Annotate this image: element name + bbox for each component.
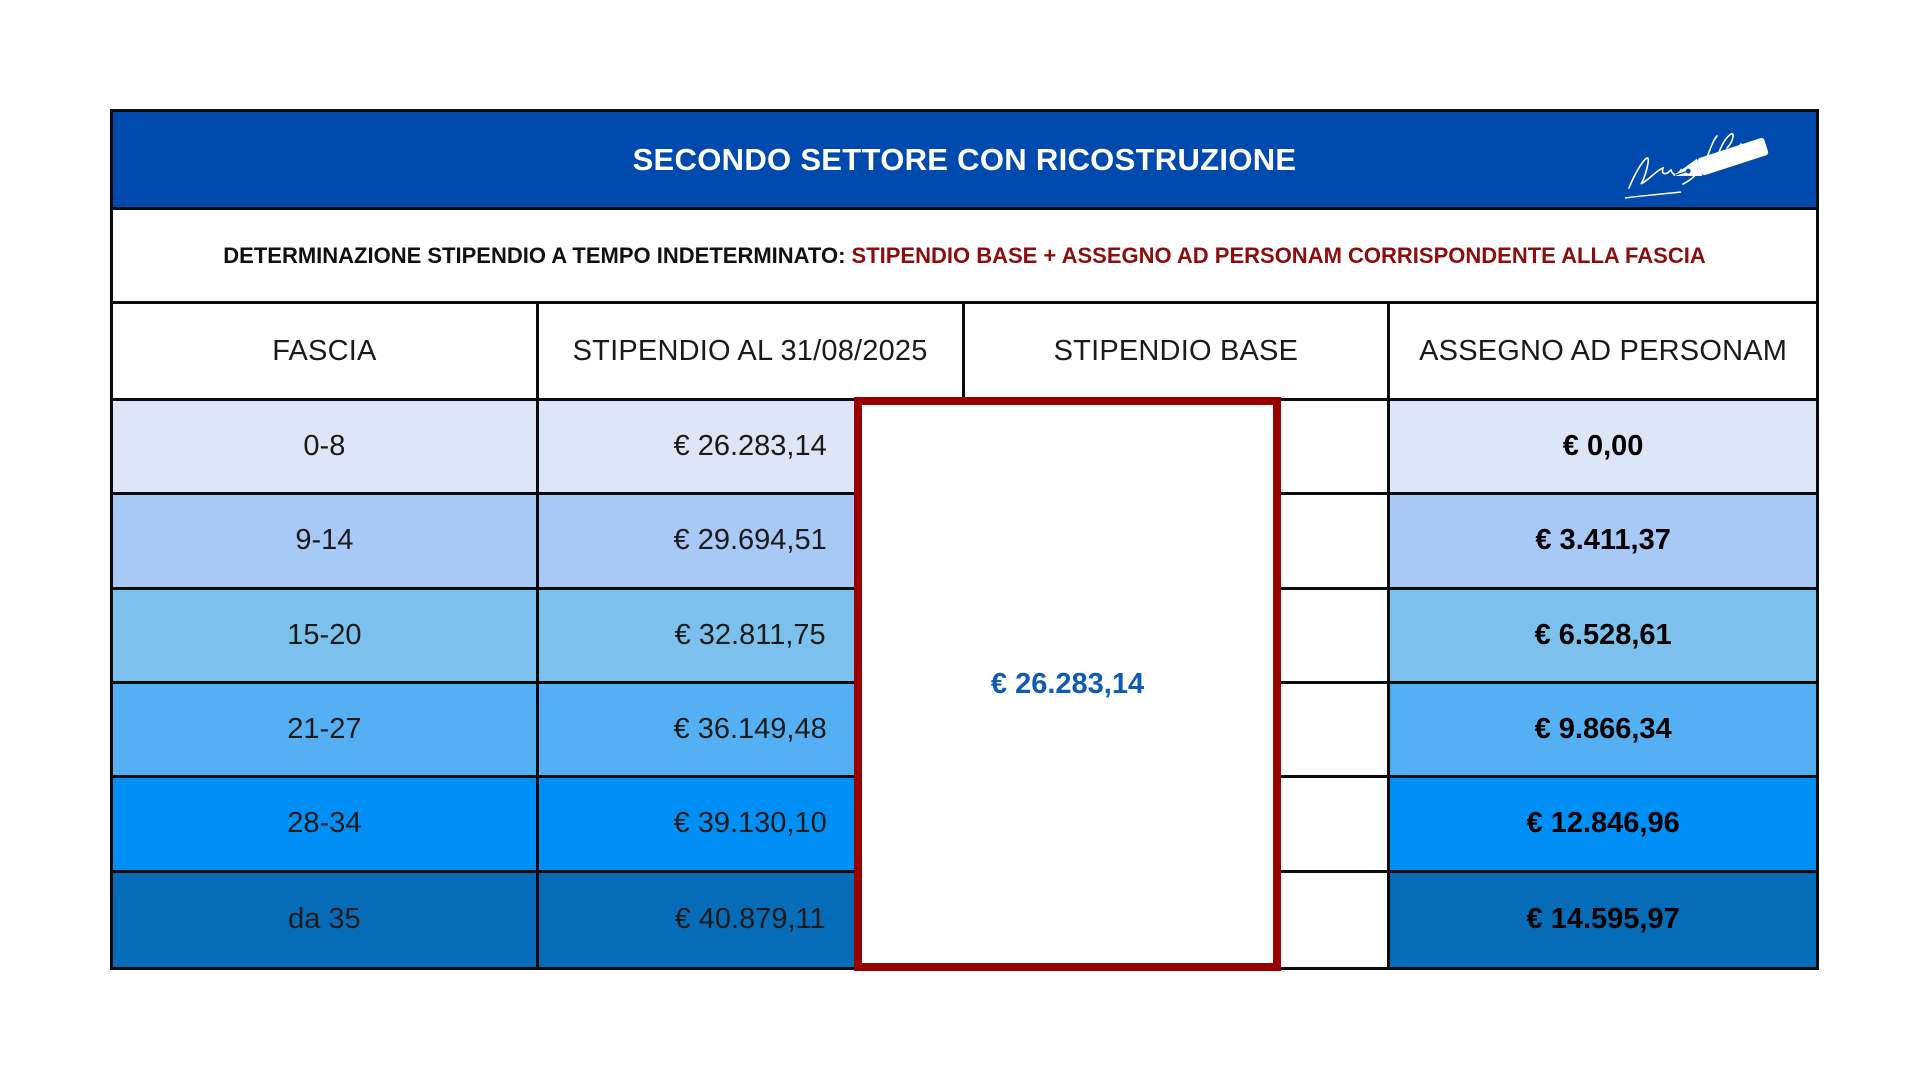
cell-fascia: 0-8 — [113, 401, 539, 492]
subtitle-prefix: DETERMINAZIONE STIPENDIO A TEMPO INDETERMINATO: — [223, 242, 852, 268]
cell-stipendio: € 40.879,11 — [539, 873, 965, 967]
cell-stipendio: € 26.283,14 — [539, 401, 965, 492]
column-header-stipendio-2025: STIPENDIO AL 31/08/2025 — [539, 304, 965, 398]
cell-fascia: 9-14 — [113, 495, 539, 586]
cell-stipendio: € 32.811,75 — [539, 590, 965, 681]
cell-fascia: da 35 — [113, 873, 539, 967]
column-header-fascia: FASCIA — [113, 304, 539, 398]
cell-assegno: € 12.846,96 — [1390, 778, 1816, 869]
pen-logo-icon — [1621, 118, 1771, 204]
stipendio-base-box — [854, 397, 1281, 971]
cell-assegno: € 0,00 — [1390, 401, 1816, 492]
cell-assegno: € 9.866,34 — [1390, 684, 1816, 775]
column-header-assegno: ASSEGNO AD PERSONAM — [1419, 334, 1788, 367]
cell-assegno: € 3.411,37 — [1390, 495, 1816, 586]
subtitle-row — [113, 210, 1816, 304]
header-row — [113, 304, 1816, 401]
cell-fascia: 15-20 — [113, 590, 539, 681]
cell-stipendio: € 39.130,10 — [539, 778, 965, 869]
cell-assegno: € 14.595,97 — [1390, 873, 1816, 967]
title-bar — [113, 112, 1816, 210]
cell-fascia: 21-27 — [113, 684, 539, 775]
cell-stipendio: € 29.694,51 — [539, 495, 965, 586]
table-title: SECONDO SETTORE CON RICOSTRUZIONE — [632, 141, 1297, 177]
cell-assegno: € 6.528,61 — [1390, 590, 1816, 681]
column-header-stipendio-base: STIPENDIO BASE — [965, 304, 1391, 398]
subtitle-highlight: STIPENDIO BASE + ASSEGNO AD PERSONAM CORRISPONDENTE ALLA FASCIA — [851, 242, 1706, 268]
stipendio-base-value: € 26.283,14 — [990, 667, 1145, 700]
cell-fascia: 28-34 — [113, 778, 539, 869]
cell-stipendio: € 36.149,48 — [539, 684, 965, 775]
